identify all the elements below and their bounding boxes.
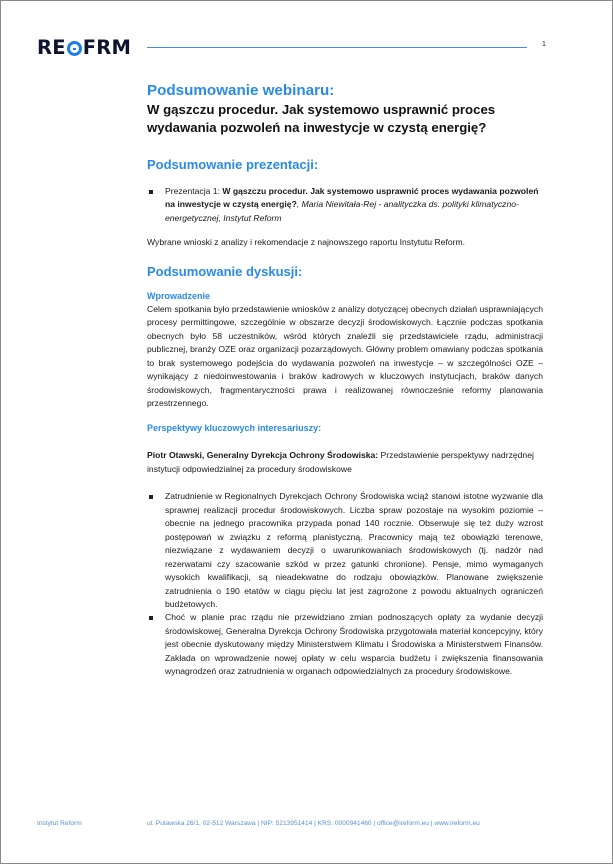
header-divider <box>147 47 527 48</box>
page-title: Podsumowanie webinaru: <box>147 82 335 99</box>
discussion-heading: Podsumowanie dyskusji: <box>147 263 303 279</box>
logo-text <box>37 36 131 59</box>
speaker-bullet-1: Zatrudnienie w Regionalnych Dyrekcjach Ochrony Środowiska wciąż stanowi istotne wyzwanie dla sprawnej realizacji procedur środowiskowych. Liczba spraw pozostaje na wysokim poziomie – obecnie na jednego pracownika przypada ponad 140 rocznie. Obserwuje się też duży wzrost postępowań w związku z reformą planistyczną. Pracownicy mają też obowiązki terenowe, niezwiązane z wydawaniem decyzji o uwarunkowaniach środowiskowych (tj. nadzór nad rezerwatami czy szacowanie szkód w przez gatunki chronione). Pensje, mimo wymaganych wysokich kwalifikacji, są nieadekwatne do rodzaju obowiązków. Planowane zwiększenie zatrudnienia o 190 etatów w ciągu pięciu lat jest zagrożone z powodu aktualnych ograniczeń budżetowych. <box>147 490 543 611</box>
stakeholders-heading: Perspektywy kluczowych interesariuszy: <box>147 423 322 434</box>
presentation-list <box>147 185 543 225</box>
subtitle-line-2: wydawania pozwoleń na inwestycje w czystą energię? <box>147 119 487 135</box>
footer-contact: ul. Putawska 26/1, 02-512 Warszawa | NIP: 5213951414 | KRS: 0000941460 | office@ireform.eu | www.ireform.eu <box>147 820 480 827</box>
speaker-name: Piotr Otawski, Generalny Dyrekcja Ochrony Środowiska: <box>147 450 379 461</box>
speaker-bullet-2: Choć w planie prac rządu nie przewidziano zmian podnoszących opłaty za wydanie decyzji środowiskowej, Generalna Dyrekcja Ochrony Środowiska przygotowała materiał koncepcyjny, który jest obecnie dyskutowany między Ministerstwem Klimatu i Środowiska a Ministerstwem Finansów. Zakłada on wprowadzenie nowej opłaty w celu wsparcia budżetu i zwiększenia finansowania wynagrodzeń oraz zatrudnienia w organach odpowiedzialnych za procedury środowiskowe. <box>147 611 543 678</box>
logo-text-part1: RE <box>37 36 66 59</box>
presentation-title: W gąszczu procedur. Jak systemowo usprawnić proces wydawania pozwoleń na inwestycje w czystą energię? <box>165 186 539 210</box>
presentation-prefix: Prezentacja 1: <box>165 186 223 196</box>
presentation-heading: Podsumowanie prezentacji: <box>147 157 319 172</box>
speaker-description: Przedstawienie perspektywy nadrzędnej instytucji odpowiedzialnej za procedury środowiskowe <box>147 450 534 474</box>
main-content <box>147 81 543 679</box>
footer-org: Instytut Reform <box>37 820 82 827</box>
speaker-paragraph <box>147 449 543 476</box>
page-number: 1 <box>542 41 546 48</box>
intro-heading: Wprowadzenie <box>147 290 211 301</box>
logo-o-icon <box>67 41 82 56</box>
reform-logo <box>37 38 131 58</box>
intro-paragraph: Celem spotkania było przedstawienie wniosków z analizy dotyczącej obecnych działań usprawniających procesy permittingowe, szczególnie w obszarze decyzji środowiskowych. Łącznie podczas spotkania obecnych było 58 uczestników, wśród których znaleźli się przedstawiciele rządu, administracji publicznej, branży OZE oraz organizacji pozarządowych. Główny problem omawiany podczas spotkania to brak systemowego podejścia do wydawania pozwoleń na inwestycje – w szczególności OZE – wynikający z niedoinwestowania i braków kadrowych w kluczowych instytucjach, braków danych środowiskowych, fragmentaryczności prawa i realizowanej równocześnie reformy planowania przestrzennego. <box>147 303 543 408</box>
speaker-bullets <box>147 490 543 678</box>
logo-text-part3: RM <box>96 36 132 59</box>
presentation-item <box>147 185 543 225</box>
presentation-author: , Maria Niewitała-Rej - analityczka ds. polityki klimatyczno-energetycznej, Instytut Reform <box>165 199 519 223</box>
subtitle-line-1: W gąszczu procedur. Jak systemowo usprawnić proces <box>147 102 496 117</box>
presentation-note: Wybrane wnioski z analizy i rekomendacje z najnowszego raportu Instytutu Reform. <box>147 237 466 248</box>
webinar-subtitle <box>147 101 543 136</box>
logo-text-part2: F <box>82 36 97 59</box>
